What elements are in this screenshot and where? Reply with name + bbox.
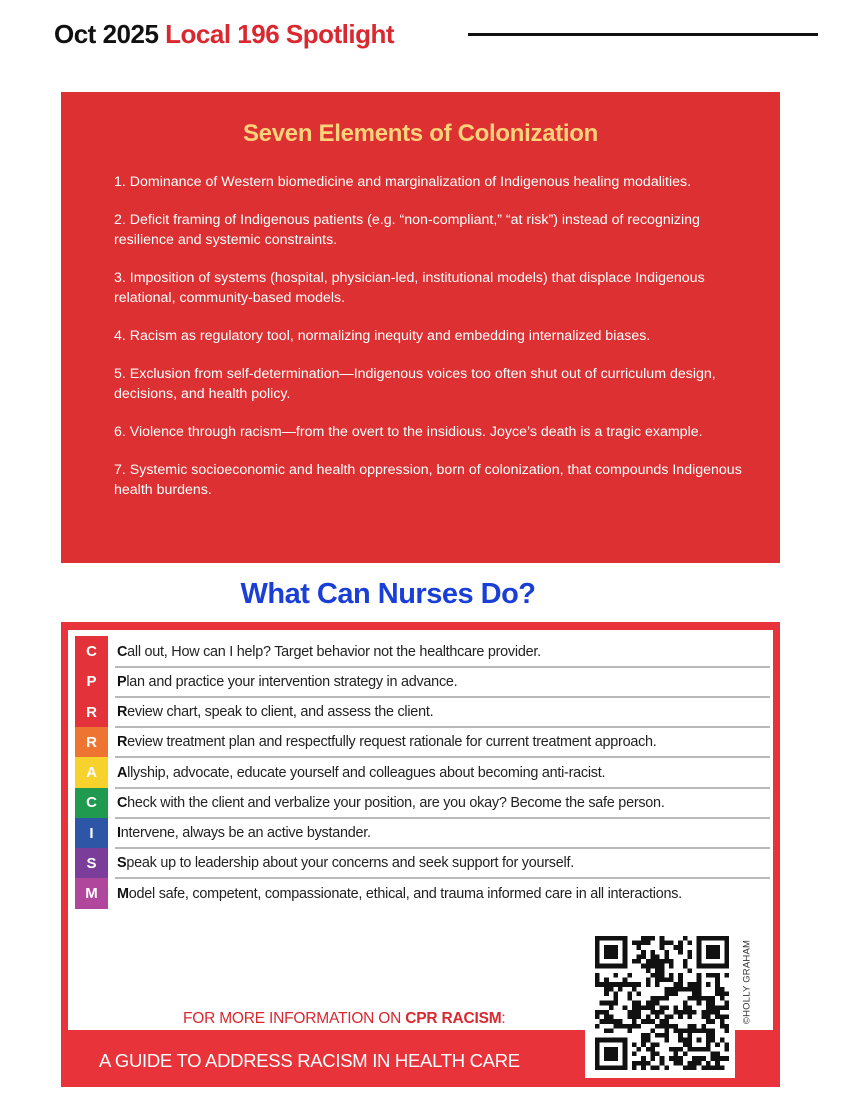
cpr-row-text (117, 825, 371, 841)
photo-credit: ©HOLLY GRAHAM (741, 939, 753, 1025)
qr-code-icon[interactable] (595, 936, 729, 1070)
cpr-row (75, 698, 770, 727)
cpr-letter-badge: C (75, 636, 108, 666)
cpr-letter-badge: R (75, 727, 108, 757)
cpr-row-text (117, 644, 541, 660)
colonization-item: 5. Exclusion from self-determination—Indigenous voices too often shut out of curriculum design, decisions, and health policy. (114, 366, 716, 402)
qr-code-frame[interactable] (585, 926, 735, 1078)
cpr-racism-list (75, 637, 770, 909)
cpr-row-rest: lan and practice your intervention strategy in advance. (126, 673, 458, 690)
header-title (54, 19, 394, 50)
colonization-panel (61, 92, 780, 563)
cpr-row-text (117, 886, 682, 902)
cpr-row-rest: eview treatment plan and respectfully request rationale for current treatment approach. (127, 734, 657, 751)
cpr-letter-badge: P (75, 667, 108, 697)
more-info-prefix: FOR MORE INFORMATION ON (183, 1010, 406, 1027)
more-info-cpr-racism: CPR RACISM (405, 1010, 502, 1027)
nurses-title: What Can Nurses Do? (240, 578, 536, 610)
cpr-lead-letter: M (117, 885, 129, 902)
cpr-letter-badge: A (75, 757, 108, 787)
cpr-row-rest: eview chart, speak to client, and assess the client. (127, 704, 434, 720)
cpr-letter-badge: S (75, 848, 108, 878)
cpr-lead-letter: A (117, 764, 128, 781)
cpr-row-rest: all out, How can I help? Target behavior not the healthcare provider. (127, 643, 541, 660)
colonization-title: Seven Elements of Colonization (242, 120, 599, 147)
colonization-item: 1. Dominance of Western biomedicine and marginalization of Indigenous healing modalities. (114, 174, 692, 190)
page-header (54, 16, 394, 52)
colonization-item: 7. Systemic socioeconomic and health oppression, born of colonization, that compounds Indigenous health burdens. (114, 462, 742, 498)
cpr-row (75, 849, 770, 878)
cpr-lead-letter: P (117, 673, 127, 690)
cpr-lead-letter: C (117, 643, 128, 660)
cpr-row-text (117, 704, 433, 720)
cpr-row (75, 667, 770, 696)
colonization-item: 3. Imposition of systems (hospital, physician-led, institutional models) that displace Indigenous relational, community-based models. (114, 270, 705, 306)
cpr-lead-letter: R (117, 734, 128, 751)
cpr-row-rest: peak up to leadership about your concerns and seek support for yourself. (126, 855, 574, 872)
more-info-text (183, 1010, 506, 1028)
cpr-row (75, 728, 770, 757)
cpr-row (75, 819, 770, 848)
cpr-row (75, 788, 770, 817)
cpr-lead-letter: R (117, 704, 128, 720)
cpr-row-rest: llyship, advocate, educate yourself and colleagues about becoming anti-racist. (127, 764, 606, 781)
colonization-item: 2. Deficit framing of Indigenous patients (e.g. “non-compliant,” “at risk”) instead of recognizing resilience and systemic constraints. (114, 212, 700, 248)
cpr-row (75, 637, 770, 666)
colonization-item: 6. Violence through racism—from the overt to the insidious. Joyce’s death is a tragic example. (114, 424, 703, 440)
cpr-lead-letter: C (117, 794, 128, 811)
more-info-suffix: : (501, 1010, 506, 1027)
colonization-item: 4. Racism as regulatory tool, normalizing inequity and embedding internalized biases. (114, 328, 651, 344)
cpr-lead-letter: I (117, 825, 121, 841)
cpr-letter-badge: R (75, 697, 108, 727)
credit-container (737, 932, 757, 1032)
cpr-row-text (117, 674, 457, 690)
cpr-row-rest: odel safe, competent, compassionate, ethical, and trauma informed care in all interactions. (128, 885, 682, 902)
guide-banner-text: A GUIDE TO ADDRESS RACISM IN HEALTH CARE (99, 1050, 520, 1071)
header-date: Oct 2025 (54, 18, 159, 49)
cpr-letter-badge: M (75, 878, 108, 908)
cpr-row-text (117, 795, 665, 811)
cpr-row-rest: heck with the client and verbalize your position, are you okay? Become the safe person. (127, 794, 665, 811)
cpr-row-text (117, 855, 574, 871)
cpr-row-rest: ntervene, always be an active bystander. (120, 825, 371, 841)
cpr-row (75, 758, 770, 787)
colonization-list (114, 172, 754, 518)
cpr-lead-letter: S (117, 855, 127, 872)
cpr-letter-badge: C (75, 788, 108, 818)
cpr-row-text (117, 765, 605, 781)
cpr-row (75, 879, 770, 908)
header-spotlight: Local 196 Spotlight (165, 18, 395, 49)
cpr-racism-card (61, 622, 780, 1087)
header-rule (468, 33, 818, 36)
cpr-row-text (117, 734, 657, 750)
cpr-letter-badge: I (75, 818, 108, 848)
